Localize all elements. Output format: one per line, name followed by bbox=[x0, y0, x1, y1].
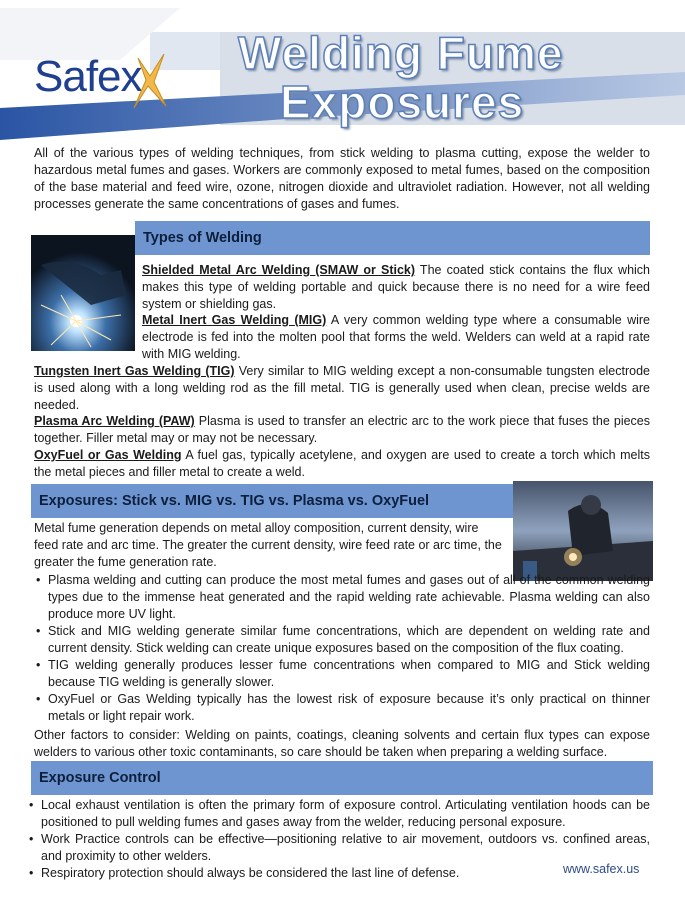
term-tig: Tungsten Inert Gas Welding (TIG) bbox=[34, 364, 235, 378]
title-line-2: Exposures bbox=[280, 76, 525, 128]
safex-logo: Safex bbox=[34, 52, 142, 101]
weld-type-smaw: Shielded Metal Arc Welding (SMAW or Stick) The coated stick contains the flux which makes this type of welding portable and quick because there is no need for a wire feed system or shielding gas. bbox=[142, 263, 650, 311]
section-heading-control: Exposure Control bbox=[31, 761, 653, 795]
list-item: • Respiratory protection should always be considered the last line of defense. bbox=[27, 865, 650, 882]
exposures-intro: Metal fume generation depends on metal alloy composition, current density, wire feed rate and arc time. The greater the current density, wire feed rate or arc time, the greater the fume generation rate. bbox=[34, 521, 502, 569]
section-heading-exposures: Exposures: Stick vs. MIG vs. TIG vs. Plasma vs. OxyFuel bbox=[31, 484, 515, 518]
list-item: • OxyFuel or Gas Welding typically has the lowest risk of exposure because it’s only practical on thinner metals or light repair work. bbox=[34, 691, 650, 725]
term-oxyfuel: OxyFuel or Gas Welding bbox=[34, 448, 182, 462]
section-heading-types: Types of Welding bbox=[135, 221, 650, 255]
list-item: • Plasma welding and cutting can produce the most metal fumes and gases out of all of the common welding types due to the immense heat generated and the rapid welding rate achievable. Plasma welding can also produce more UV light. bbox=[34, 572, 650, 623]
footer-website-link[interactable]: www.safex.us bbox=[563, 862, 640, 876]
list-item: • Stick and MIG welding generate similar fume concentrations, which are dependent on welding rate and current density. Stick welding can create unique exposures based on the composition of the flux coating. bbox=[34, 623, 650, 657]
exposures-list bbox=[34, 572, 650, 725]
page-header bbox=[0, 0, 685, 140]
intro-paragraph: All of the various types of welding techniques, from stick welding to plasma cutting, expose the welder to hazardous metal fumes and gases. Workers are commonly exposed to metal fumes, based on the composition of the base material and feed wire, ozone, nitrogen dioxide and ultraviolet radiation. However, not all welding processes generate the same concentrations of gases and fumes. bbox=[34, 146, 650, 211]
list-item: • Work Practice controls can be effective—positioning relative to air movement, outdoors vs. confined areas, and proximity to other welders. bbox=[27, 831, 650, 865]
list-item: • Local exhaust ventilation is often the primary form of exposure control. Articulating ventilation hoods can be positioned to pull welding fumes and gases away from the welder, reducing personal exposure. bbox=[27, 797, 650, 831]
other-factors-paragraph: Other factors to consider: Welding on paints, coatings, cleaning solvents and certain flux types can expose welders to various other toxic contaminants, so care should be taken when preparing a welding surface. bbox=[34, 728, 650, 759]
weld-type-mig: Metal Inert Gas Welding (MIG) A very common welding type where a consumable wire electrode is fed into the molten pool that forms the weld. Welders can weld at a rapid rate with MIG welding. bbox=[142, 313, 650, 361]
weld-type-oxyfuel: OxyFuel or Gas Welding A fuel gas, typically acetylene, and oxygen are used to create a torch which melts the metal pieces and filler metal to create a weld. bbox=[34, 448, 650, 479]
welder-photo bbox=[513, 481, 653, 581]
logo-star-icon bbox=[128, 50, 168, 112]
weld-type-tig: Tungsten Inert Gas Welding (TIG) Very similar to MIG welding except a non-consumable tungsten electrode is used along with a long welding rod as the fill metal. TIG is generally used when clean, precise welds are needed. bbox=[34, 364, 650, 412]
control-list bbox=[27, 797, 650, 882]
term-smaw: Shielded Metal Arc Welding (SMAW or Stick) bbox=[142, 263, 416, 277]
welding-photo bbox=[31, 235, 135, 351]
term-paw: Plasma Arc Welding (PAW) bbox=[34, 414, 195, 428]
list-item: • TIG welding generally produces lesser fume concentrations when compared to MIG and Stick welding because TIG welding is generally slower. bbox=[34, 657, 650, 691]
term-mig: Metal Inert Gas Welding (MIG) bbox=[142, 313, 327, 327]
weld-type-paw: Plasma Arc Welding (PAW) Plasma is used to transfer an electric arc to the work piece that fuses the pieces together. Filler metal may or may not be necessary. bbox=[34, 414, 651, 445]
title-line-1: Welding Fume bbox=[238, 27, 564, 79]
